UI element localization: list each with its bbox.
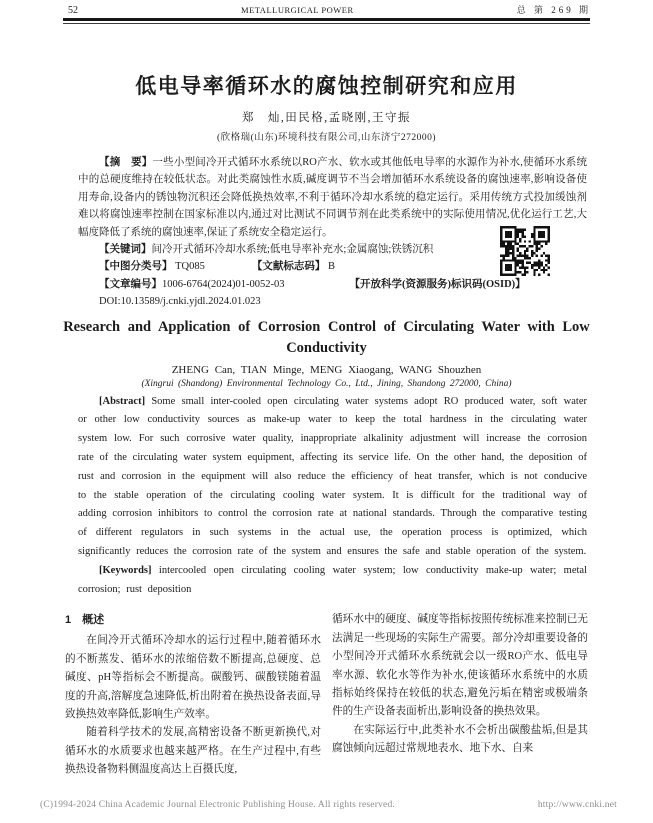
body-paragraph: 在实际运行中,此类补水不会析出碳酸盐垢,但是其腐蚀倾向远超过常规地表水、地下水、自来 [332, 724, 588, 755]
body-paragraph: 随着科学技术的发展,高精密设备不断更新换代,对循环水的水质要求也越来越严格。在生产过程中,有些换热设备物料侧温度高达上百摄氏度, [65, 727, 321, 776]
page-number: 52 [68, 5, 78, 16]
body-paragraph: 在间冷开式循环冷却水的运行过程中,随着循环水的不断蒸发、循环水的浓缩倍数不断提高,总硬度、总碱度、pH等指标会不断提高。碳酸钙、碳酸镁随着温度的升高,溶解度急速降低,析出附着在换热设备表面,导致换热效率降低,影响生产效率。 [65, 635, 321, 721]
article-id: 【文章编号】1006-6764(2024)01-0052-03 [99, 278, 285, 290]
keywords-zh-label: 【关键词】 [99, 244, 152, 256]
keywords-en [78, 562, 587, 600]
section-heading: 1 概述 [65, 614, 105, 627]
affiliation-zh: (欣格瑞(山东)环境科技有限公司,山东济宁272000) [216, 133, 437, 143]
keywords-en-label: [Keywords] [99, 564, 152, 576]
document-code: 【文献标志码】 B [251, 261, 336, 273]
journal-name: METALLURGICAL POWER [241, 5, 354, 15]
body-paragraph: 循环水中的硬度、碱度等指标按照传统标准来控制已无法满足一些现场的实际生产需要。部分冷却重要设备的小型间冷开式循环水系统就会以一级RO产水、低电导率水源、软化水等作为补水,使该循环水系统中的水质指标始终保持在较低的状态,避免污垢在精密或极端条件的生产设备表面析出,影响设备的换热效果。 [332, 614, 588, 718]
abstract-en-text: Some small inter-cooled open circulating water systems adopt RO produced water, soft water or other low conductivity sources as make-up water to keep the total hardness in the circulating water system low. For such corrosive water quality, inappropriate alkalinity adjustment will increase the corrosion rate of the circulating water system equipment, affecting its service life. On the other hand, the deposition of rust and corrosion in the equipment will also reduce the efficiency of heat transfer, which is not conducive to the stable operation of the circulating cooling water system. It is difficult for the traditional way of adding corrosion inhibitors to control the corrosion rate at national standards. Through the comparative testing of different regulators in such systems in the actual use, the operation process is optimized, which significantly reduces the corrosion rate of the system and ensures the safe and stable operation of the system. [78, 395, 587, 558]
header-rule-thick [63, 18, 590, 21]
keywords-zh-text: 间冷开式循环冷却水系统;低电导率补充水;金属腐蚀;铁锈沉积 [151, 244, 434, 256]
keywords-en-text: intercooled open circulating cooling water system; low conductivity make-up water; metal corrosion; rust deposition [78, 564, 587, 595]
article-id-line [78, 276, 587, 293]
page-footer [40, 800, 617, 810]
header-rule [63, 18, 590, 24]
authors-en: ZHENG Can, TIAN Minge, MENG Xiaogang, WANG Shouzhen [171, 363, 482, 376]
abstract-zh-text: 一些小型间冷开式循环水系统以RO产水、软水或其他低电导率的水源作为补水,使循环水系统中的总硬度维持在较低状态。对此类腐蚀性水质,碱度调节不当会增加循环水系统设备的腐蚀速率,影响设备使用寿命,设备内的锈蚀物沉积还会降低换热效率,不利于循环冷却水系统的稳定运行。采用传统方式投加缓蚀剂难以将腐蚀速率控制在国家标准以内,通过对比测试不同调节剂在此类系统中的实际使用情况,优化运行工艺,大幅度降低了系统的腐蚀速率,保证了系统安全稳定运行。 [78, 157, 587, 238]
left-column [65, 611, 321, 779]
authors-zh: 郑 灿,田民格,孟晓刚,王守振 [241, 112, 412, 124]
copyright-notice: (C)1994-2024 China Academic Journal Electronic Publishing House. All rights reserved. [40, 800, 395, 810]
abstract-zh-label: 【摘 要】 [99, 157, 153, 168]
abstract-en-label: [Abstract] [99, 395, 146, 407]
osid-qr-code-icon [500, 226, 550, 276]
body-columns [65, 611, 588, 779]
abstract-en [78, 393, 587, 562]
doi: DOI:10.13589/j.cnki.yjdl.2024.01.023 [99, 296, 261, 308]
cnki-url: http://www.cnki.net [537, 800, 617, 810]
clc-number: 【中图分类号】 TQ085 [99, 261, 205, 273]
article-title-zh: 低电导率循环水的腐蚀控制研究和应用 [135, 74, 518, 98]
osid-label: 【开放科学(资源服务)标识码(OSID)】 [349, 278, 526, 290]
issue-info: 总 第 269 期 [516, 5, 591, 15]
affiliation-en: (Xingrui (Shandong) Environmental Technology Co., Ltd., Jining, Shandong 272000, China) [141, 378, 512, 389]
front-matter-en [78, 393, 587, 600]
running-head [68, 0, 591, 16]
header-rule-thin [63, 23, 590, 24]
right-column [332, 611, 588, 779]
article-title-en: Research and Application of Corrosion Control of Circulating Water with Low Conductivity [63, 318, 590, 356]
